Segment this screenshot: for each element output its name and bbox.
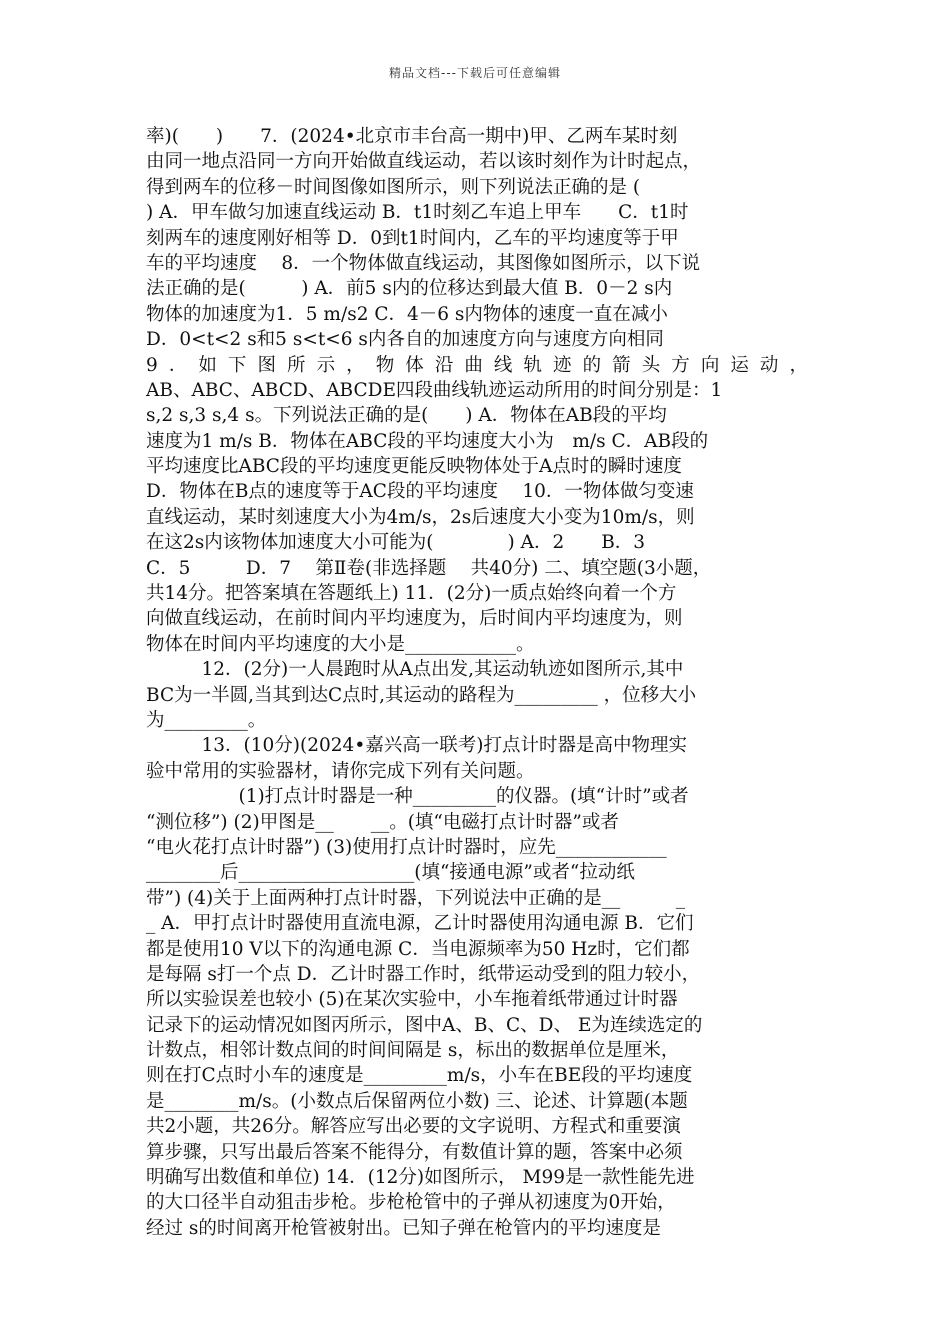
text-line: 在这2s内该物体加速度大小可能为( ) A．2 B．3 [146, 532, 646, 554]
text-line: 算步骤，只写出最后答案不能得分，有数值计算的题，答案中必须 [146, 1141, 683, 1163]
text-line: “电火花打点计时器”) (3)使用打点计时器时，应先____________ [146, 836, 667, 858]
text-line: 物体的加速度为1．5 m/s2 C．4－6 s内物体的速度一直在减小 [146, 303, 668, 325]
text-line: AB、ABC、ABCD、ABCDE四段曲线轨迹运动所用的时间分别是：1 [146, 379, 723, 401]
text-line: 共14分。把答案填在答题纸上) 11．(2分)一质点始终向着一个方 [146, 583, 677, 605]
text-line: 平均速度比ABC段的平均速度更能反映物体处于A点时的瞬时速度 [146, 456, 682, 478]
text-line: 计数点，相邻计数点间的时间间隔是 s，标出的数据单位是厘米， [146, 1040, 680, 1062]
text-line: “测位移”) (2)甲图是__ __。(填“电磁打点计时器”或者 [146, 811, 619, 833]
text-line: D．物体在B点的速度等于AC段的平均速度 10．一物体做匀变速 [146, 481, 694, 503]
text-line: 12．(2分)一人晨跑时从A点出发,其运动轨迹如图所示,其中 [146, 659, 684, 681]
text-line: _ A．甲打点计时器使用直流电源，乙计时器使用沟通电源 B．它们 [146, 913, 694, 935]
text-line: C．5 D．7 第Ⅱ卷(非选择题 共40分) 二、填空题(3小题， [146, 557, 712, 579]
text-line: 则在打C点时小车的速度是_________m/s，小车在BE段的平均速度 [146, 1065, 693, 1087]
text-line: 验中常用的实验器材，请你完成下列有关问题。 [146, 760, 535, 782]
text-line: 共2小题，共26分。解答应写出必要的文字说明、方程式和重要演 [146, 1116, 681, 1138]
text-line: 是________m/s。(小数点后保留两位小数) 三、论述、计算题(本题 [146, 1090, 688, 1112]
text-line: 物体在时间内平均速度的大小是____________。 [146, 633, 535, 655]
text-line: 的大口径半自动狙击步枪。步枪枪管中的子弹从初速度为0开始， [146, 1192, 676, 1214]
text-line: 经过 s的时间离开枪管被射出。已知子弹在枪管内的平均速度是 [146, 1217, 661, 1239]
text-line: 法正确的是( ) A．前5 s内的位移达到最大值 B．0－2 s内 [146, 278, 673, 300]
text-line: (1)打点计时器是一种_________的仪器。(填“计时”或者 [146, 786, 689, 808]
text-line: 记录下的运动情况如图丙所示，图中A、B、C、D、 E为连续选定的 [146, 1014, 703, 1036]
text-line: 9．如下图所示，物体沿曲线轨迹的箭头方向运动， [146, 354, 808, 376]
text-line: 直线运动，某时刻速度大小为4m/s，2s后速度大小变为10m/s，则 [146, 506, 695, 528]
text-line: 向做直线运动，在前时间内平均速度为，后时间内平均速度为，则 [146, 608, 683, 630]
text-line: 所以实验误差也较小 (5)在某次实验中，小车拖着纸带通过计时器 [146, 989, 678, 1011]
text-line: 速度为1 m/s B．物体在ABC段的平均速度大小为 m/s C．AB段的 [146, 430, 709, 452]
text-line: s,2 s,3 s,4 s。下列说法正确的是( ) A．物体在AB段的平均 [146, 405, 667, 427]
text-line: 13．(10分)(2024•嘉兴高一联考)打点计时器是高中物理实 [146, 735, 687, 757]
text-line: 是每隔 s打一个点 D．乙计时器工作时，纸带运动受到的阻力较小， [146, 963, 701, 985]
text-line: 由同一地点沿同一方向开始做直线运动，若以该时刻作为计时起点， [146, 151, 702, 173]
document-body [146, 124, 808, 1241]
text-line: ________后___________________(填“接通电源”或者“拉动纸 [146, 862, 635, 884]
text-line: 明确写出数值和单位) 14．(12分)如图所示， M99是一款性能先进 [146, 1167, 695, 1189]
text-line: 为_________。 [146, 709, 267, 731]
text-line: 得到两车的位移－时间图像如图所示，则下列说法正确的是 ( [146, 176, 641, 198]
text-line: 都是使用10 V以下的沟通电源 C．当电源频率为50 Hz时，它们都 [146, 938, 690, 960]
text-line: D．0<t<2 s和5 s<t<6 s内各自的加速度方向与速度方向相同 [146, 329, 664, 351]
text-line: 率)( ) 7．(2024•北京市丰台高一期中)甲、乙两车某时刻 [146, 126, 678, 147]
text-line: ) A．甲车做匀加速直线运动 B．t1时刻乙车追上甲车 C．t1时 [146, 202, 689, 224]
text-line: 车的平均速度 8．一个物体做直线运动，其图像如图所示，以下说 [146, 252, 701, 274]
text-line: BC为一半圆,当其到达C点时,其运动的路程为_________ ，位移大小 [146, 684, 697, 706]
text-line: 带”) (4)关于上面两种打点计时器，下列说法中正确的是__ _ [146, 887, 686, 909]
page-header: 精品文档---下载后可任意编辑 [389, 66, 561, 80]
text-line: 刻两车的速度刚好相等 D．0到t1时间内，乙车的平均速度等于甲 [146, 227, 679, 249]
